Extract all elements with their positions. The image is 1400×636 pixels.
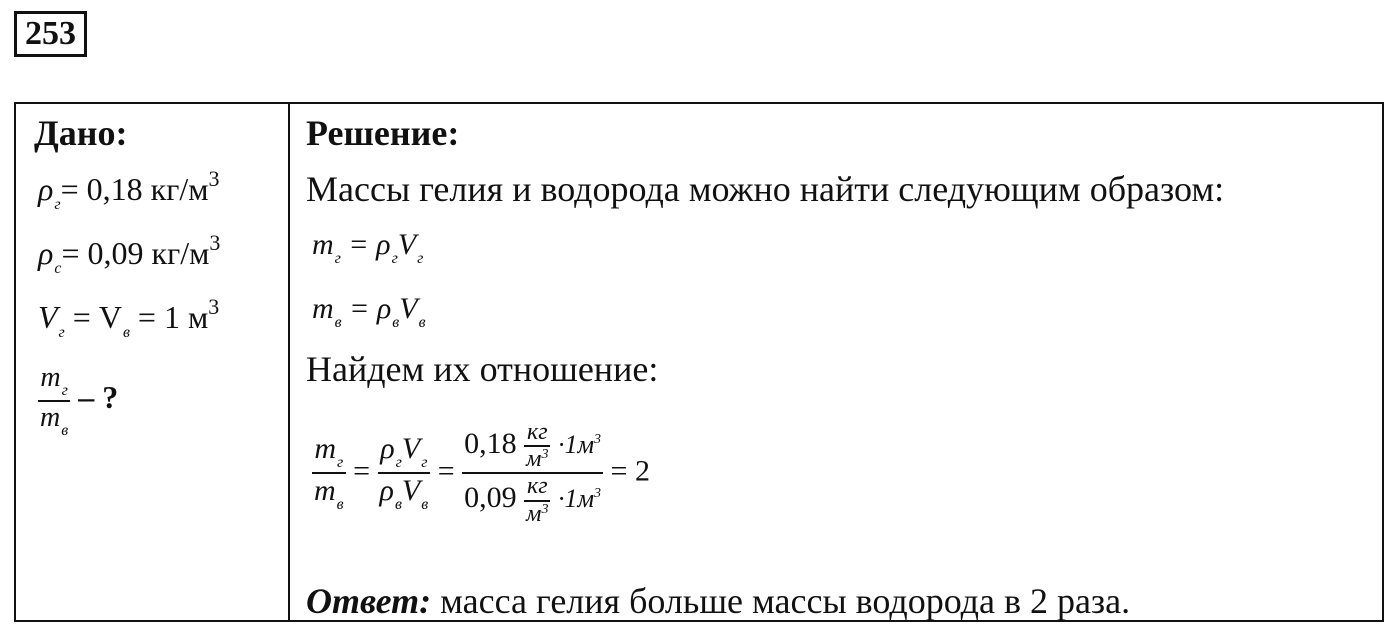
given-volumes: $V_г = V_в = 1$ $м^3$ (38, 294, 220, 341)
answer: Ответ: масса гелия больше массы водорода в 2 раза. (306, 581, 1131, 621)
given-rho-c: $\rho_с= 0,09$ $кг/м^3$ (38, 230, 221, 277)
given-find: $\frac{m_г}{m_в}$ – ? (40, 362, 119, 440)
given-heading: Дано: (34, 113, 128, 153)
problem-number: 253 (14, 11, 87, 57)
equation-mass-hydrogen: $m_в = \rho_вV_в$ (312, 292, 426, 331)
given-rho-g: $\rho_г= 0,18$ $кг/м^3$ (38, 166, 220, 213)
equation-mass-helium: $m_г = \rho_гV_г$ (312, 228, 424, 267)
solution-heading: Решение: (306, 113, 460, 153)
ratio-text: Найдем их отношение: (306, 349, 659, 389)
ratio-equation: $\frac{m_г}{m_в}$ = $\frac{\rho_гV_г}{\rho_вV_в}$ = 0,18 $\frac{кг}{м^3}$ $\cdot 1м^3$ 0,09 $\frac{кг}{м^3}$ $\cdot 1м^3$ = 2 (314, 419, 650, 527)
solution-intro: Массы гелия и водорода можно найти следующим образом: (306, 169, 1225, 209)
column-divider (288, 104, 290, 620)
solution-table (14, 102, 1384, 622)
